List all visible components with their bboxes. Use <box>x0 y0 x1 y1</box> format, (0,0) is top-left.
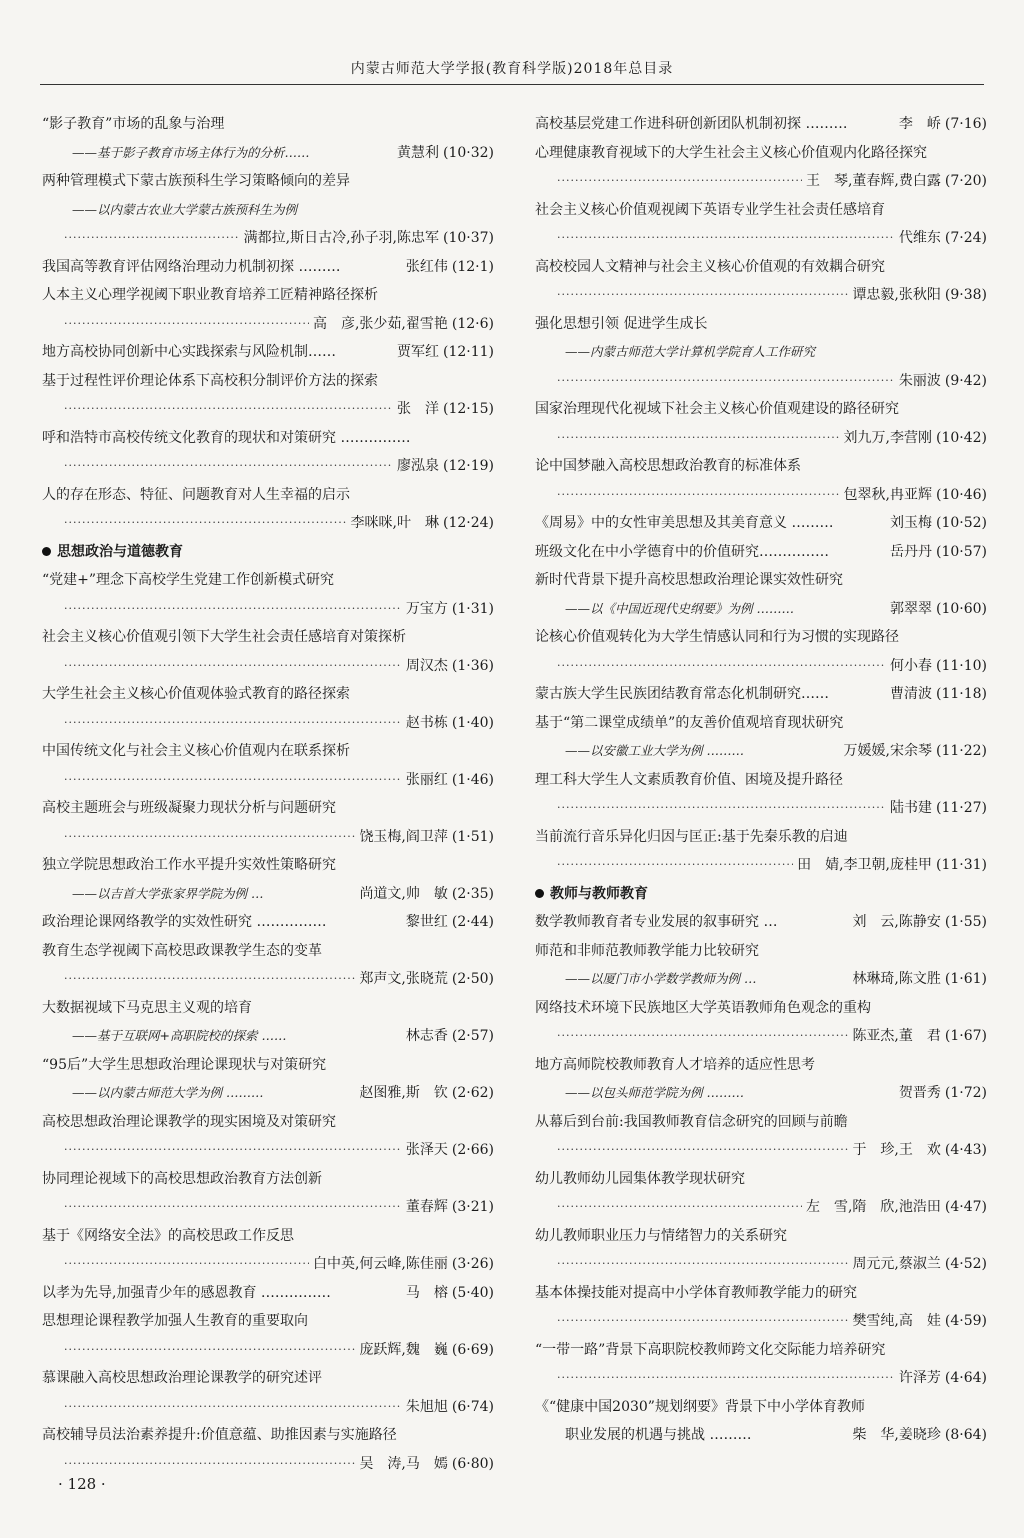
dot-leader <box>557 424 840 453</box>
dot-leader <box>64 1393 402 1422</box>
entry-issue-page: (4·64) <box>944 1370 987 1386</box>
entry-issue-page: (4·59) <box>944 1313 987 1329</box>
toc-entry <box>42 452 494 481</box>
entry-title: 大数据视域下马克思主义观的培育 <box>42 999 252 1016</box>
entry-issue-page: (11·10) <box>935 657 987 674</box>
section-heading <box>42 538 494 567</box>
entry-issue-page: (3·26) <box>451 1256 494 1272</box>
toc-entry <box>535 652 987 681</box>
dot-leader <box>557 652 886 681</box>
entry-author: 陆书建 <box>889 800 932 816</box>
toc-entry <box>535 680 987 709</box>
toc-entry <box>42 823 494 852</box>
entry-author: 万媛媛,宋余琴 <box>843 743 932 759</box>
entry-title: 以孝为先导,加强青少年的感恩教育 …………… <box>42 1284 331 1301</box>
entry-title: 从幕后到台前:我国教师教育信念研究的回顾与前瞻 <box>535 1113 848 1130</box>
toc-entry <box>42 1193 494 1222</box>
toc-entry <box>535 281 987 310</box>
entry-issue-page: (6·74) <box>451 1398 494 1415</box>
entry-title: 教育生态学视阈下高校思政课教学生态的变革 <box>42 942 322 959</box>
entry-title: 理工科大学生人文素质教育价值、困境及提升路径 <box>535 771 843 788</box>
toc-entry <box>535 452 987 481</box>
entry-author: 庞跃辉,魏 巍 <box>359 1341 448 1358</box>
entry-author: 林琳琦,陈文胜 <box>852 971 941 987</box>
toc-entry <box>535 908 987 937</box>
entry-title: 师范和非师范教师教学能力比较研究 <box>535 942 759 959</box>
entry-author: 张红伟 <box>405 258 448 275</box>
entry-issue-page: (1·31) <box>451 600 494 617</box>
toc-entry <box>42 1165 494 1194</box>
entry-issue-page: (2·50) <box>451 971 494 987</box>
dot-leader <box>64 965 355 994</box>
entry-issue-page: (10·46) <box>935 486 987 503</box>
toc-entry <box>535 1336 987 1365</box>
entry-author: 赵图雅,斯 钦 <box>359 1085 448 1101</box>
entry-author: 许泽芳 <box>898 1370 941 1386</box>
entry-issue-page: (11·18) <box>935 686 987 702</box>
entry-author: 左 雪,隋 欣,池浩田 <box>805 1199 941 1215</box>
toc-entry <box>535 110 987 139</box>
entry-title: 数学教师教育者专业发展的叙事研究 … <box>535 914 778 930</box>
entry-author: 田 婧,李卫朝,庞桂甲 <box>797 857 932 873</box>
toc-entry <box>535 367 987 396</box>
dot-leader <box>557 1022 848 1051</box>
entry-issue-page: (10·52) <box>935 515 987 531</box>
dot-leader <box>64 509 347 538</box>
entry-issue-page: (2·35) <box>451 885 494 902</box>
entry-author: 吴 涛,马 嫣 <box>359 1455 448 1472</box>
toc-entry <box>42 794 494 823</box>
dot-leader <box>64 595 402 624</box>
entry-issue-page: (2·62) <box>451 1085 494 1101</box>
toc-entry <box>535 1165 987 1194</box>
entry-title: 高校辅导员法治素养提升:价值意蕴、助推因素与实施路径 <box>42 1427 397 1443</box>
entry-author: 朱旭旭 <box>405 1398 448 1415</box>
entry-title: 高校思想政治理论课教学的现实困境及对策研究 <box>42 1113 336 1130</box>
entry-title: 社会主义核心价值观视阈下英语专业学生社会责任感培育 <box>535 201 885 218</box>
toc-entry <box>42 310 494 339</box>
entry-issue-page: (12·11) <box>442 344 494 360</box>
entry-issue-page: (2·66) <box>451 1142 494 1158</box>
entry-issue-page: (12·19) <box>442 458 494 474</box>
entry-author: 岳丹丹 <box>889 543 932 560</box>
toc-entry <box>535 509 987 538</box>
entry-title: 论核心价值观转化为大学生情感认同和行为习惯的实现路径 <box>535 629 899 645</box>
entry-issue-page: (9·42) <box>944 372 987 389</box>
toc-entry <box>42 1336 494 1365</box>
entry-author: 廖泓泉 <box>396 458 439 474</box>
entry-title: 幼儿教师幼儿园集体教学现状研究 <box>535 1170 745 1187</box>
entry-issue-page: (10·60) <box>935 600 987 617</box>
toc-entry <box>42 1364 494 1393</box>
entry-author: 贾军红 <box>396 344 439 360</box>
toc-entry <box>42 1393 494 1422</box>
entry-author: 王 琴,董春辉,费白露 <box>805 173 941 189</box>
toc-entry <box>42 1136 494 1165</box>
dot-leader <box>64 652 402 681</box>
entry-title: 蒙古族大学生民族团结教育常态化机制研究…… <box>535 686 829 702</box>
entry-title: 两种管理模式下蒙古族预科生学习策略倾向的差异 <box>42 173 350 189</box>
toc-entry <box>42 994 494 1023</box>
entry-title: “一带一路”背景下高职院校教师跨文化交际能力培养研究 <box>535 1341 886 1358</box>
entry-issue-page: (1·36) <box>451 657 494 674</box>
entry-issue-page: (4·52) <box>944 1256 987 1272</box>
toc-entry <box>535 994 987 1023</box>
entry-title: 基于《网络安全法》的高校思政工作反思 <box>42 1227 294 1244</box>
entry-title: 地方高师院校教师教育人才培养的适应性思考 <box>535 1056 815 1073</box>
toc-entry <box>535 1307 987 1336</box>
dot-leader <box>64 766 402 795</box>
entry-author: 张 洋 <box>396 401 439 417</box>
toc-entry <box>42 1108 494 1137</box>
toc-entry <box>42 623 494 652</box>
left-column <box>42 110 494 1478</box>
entry-subtitle: ——基于互联网+高职院校的探索 …… <box>72 1028 287 1043</box>
dot-leader <box>557 1136 848 1165</box>
entry-issue-page: (12·1) <box>451 258 494 275</box>
entry-title: 慕课融入高校思想政治理论课教学的研究述评 <box>42 1370 322 1386</box>
entry-title: 协同理论视域下的高校思想政治教育方法创新 <box>42 1170 322 1187</box>
entry-author: 代维东 <box>898 230 941 246</box>
entry-title: 高校基层党建工作进科研创新团队机制初探 ……… <box>535 116 848 132</box>
entry-author: 曹清波 <box>889 686 932 702</box>
entry-issue-page: (2·57) <box>451 1028 494 1044</box>
toc-entry <box>42 253 494 282</box>
page-number: · 128 · <box>58 1475 106 1493</box>
toc-entry <box>42 566 494 595</box>
toc-entry <box>535 424 987 453</box>
entry-title: 网络技术环境下民族地区大学英语教师角色观念的重构 <box>535 999 871 1016</box>
entry-issue-page: (3·21) <box>451 1199 494 1215</box>
toc-entry <box>42 680 494 709</box>
toc-entry <box>535 310 987 339</box>
entry-issue-page: (7·20) <box>944 173 987 189</box>
entry-title: 政治理论课网络教学的实效性研究 …………… <box>42 914 327 930</box>
entry-issue-page: (1·61) <box>944 971 987 987</box>
entry-title: 大学生社会主义核心价值观体验式教育的路径探索 <box>42 686 350 702</box>
dot-leader <box>557 367 895 396</box>
entry-title: 班级文化在中小学德育中的价值研究…………… <box>535 543 829 560</box>
toc-entry <box>535 167 987 196</box>
toc-entry <box>535 1108 987 1137</box>
toc-entry <box>535 1364 987 1393</box>
entry-title: 高校主题班会与班级凝聚力现状分析与问题研究 <box>42 800 336 816</box>
toc-entry <box>42 395 494 424</box>
entry-author: 张泽天 <box>405 1142 448 1158</box>
dot-leader <box>64 1136 402 1165</box>
toc-entry <box>42 338 494 367</box>
toc-entry <box>42 367 494 396</box>
toc-entry <box>535 1393 987 1422</box>
dot-leader <box>64 709 402 738</box>
entry-author: 刘玉梅 <box>889 515 932 531</box>
entry-issue-page: (6·69) <box>451 1341 494 1358</box>
entry-title: 人的存在形态、特征、问题教育对人生幸福的启示 <box>42 486 350 503</box>
entry-issue-page: (11·27) <box>935 800 987 816</box>
toc-entry <box>42 1307 494 1336</box>
toc-entry <box>42 196 494 225</box>
entry-author: 刘 云,陈静安 <box>852 914 941 930</box>
entry-subtitle: ——基于影子教育市场主体行为的分析…… <box>72 144 310 160</box>
entry-author: 朱丽波 <box>898 372 941 389</box>
entry-author: 周元元,蔡淑兰 <box>852 1256 941 1272</box>
toc-entry <box>535 965 987 994</box>
toc-entry <box>535 823 987 852</box>
toc-entry <box>42 1250 494 1279</box>
entry-title: 人本主义心理学视阈下职业教育培养工匠精神路径探析 <box>42 287 378 303</box>
dot-leader <box>64 224 240 253</box>
entry-title: 社会主义核心价值观引领下大学生社会责任感培育对策探析 <box>42 629 406 645</box>
toc-entry <box>535 395 987 424</box>
entry-author: 白中英,何云峰,陈佳丽 <box>312 1256 448 1272</box>
dot-leader <box>64 452 393 481</box>
entry-title: 我国高等教育评估网络治理动力机制初探 ……… <box>42 258 341 275</box>
toc-entry <box>535 139 987 168</box>
toc-entry <box>535 1222 987 1251</box>
section-title: 教师与教师教育 <box>550 885 648 902</box>
running-header: 内蒙古师范大学学报(教育科学版)2018年总目录 <box>40 58 984 85</box>
entry-issue-page: (9·38) <box>944 287 987 303</box>
dot-leader <box>557 1364 895 1393</box>
toc-entry <box>42 424 494 453</box>
toc-entry <box>42 1051 494 1080</box>
entry-issue-page: (10·42) <box>935 429 987 446</box>
toc-entry <box>535 1136 987 1165</box>
dot-leader <box>557 851 793 880</box>
entry-title: 国家治理现代化视域下社会主义核心价值观建设的路径研究 <box>535 401 899 417</box>
entry-title: 呼和浩特市高校传统文化教育的现状和对策研究 …………… <box>42 429 411 446</box>
dot-leader <box>557 1250 848 1279</box>
entry-title: 中国传统文化与社会主义核心价值观内在联系探析 <box>42 743 350 759</box>
entry-author: 李 峤 <box>898 116 941 132</box>
dot-leader <box>64 1336 355 1365</box>
toc-entry <box>42 509 494 538</box>
entry-author: 赵书栋 <box>405 714 448 731</box>
dot-leader <box>557 1193 802 1222</box>
entry-author: 郭翠翠 <box>889 600 932 617</box>
toc-entry <box>42 224 494 253</box>
toc-entry <box>535 566 987 595</box>
entry-author: 黎世红 <box>405 914 448 930</box>
entry-issue-page: (10·32) <box>442 144 494 161</box>
entry-title: 当前流行音乐异化归因与匡正:基于先秦乐教的启迪 <box>535 828 848 845</box>
toc-entry <box>535 196 987 225</box>
entry-title: 地方高校协同创新中心实践探索与风险机制…… <box>42 344 336 360</box>
dot-leader <box>557 794 886 823</box>
toc-entry <box>42 1222 494 1251</box>
entry-issue-page: (12·6) <box>451 315 494 332</box>
toc-entry <box>42 281 494 310</box>
toc-entry <box>535 338 987 367</box>
dot-leader <box>64 823 355 852</box>
entry-author: 万宝方 <box>405 600 448 617</box>
dot-leader <box>557 481 840 510</box>
entry-issue-page: (12·24) <box>442 515 494 531</box>
entry-author: 马 榕 <box>405 1284 448 1301</box>
entry-author: 刘九万,李营刚 <box>843 429 932 446</box>
entry-title: 论中国梦融入高校思想政治教育的标准体系 <box>535 458 801 474</box>
toc-entry <box>42 851 494 880</box>
entry-issue-page: (11·22) <box>935 743 987 759</box>
entry-author: 何小春 <box>889 657 932 674</box>
entry-issue-page: (5·40) <box>451 1284 494 1301</box>
toc-entry <box>535 1421 987 1450</box>
dot-leader <box>64 1450 355 1479</box>
entry-author: 董春辉 <box>405 1199 448 1215</box>
entry-issue-page: (4·43) <box>944 1142 987 1158</box>
toc-entry <box>535 1079 987 1108</box>
right-column <box>535 110 987 1450</box>
entry-author: 谭忠毅,张秋阳 <box>852 287 941 303</box>
entry-subtitle: ——以《中国近现代史纲要》为例 ……… <box>565 600 794 616</box>
entry-author: 饶玉梅,阎卫萍 <box>359 828 448 845</box>
entry-issue-page: (2·44) <box>451 914 494 930</box>
dot-leader <box>557 281 848 310</box>
toc-entry <box>535 623 987 652</box>
toc-entry <box>42 880 494 909</box>
toc-entry <box>42 481 494 510</box>
toc-entry <box>535 737 987 766</box>
entry-title-cont: 职业发展的机遇与挑战 ……… <box>565 1427 752 1443</box>
toc-entry <box>42 1022 494 1051</box>
entry-author: 黄慧利 <box>396 144 439 161</box>
section-heading <box>535 880 987 909</box>
entry-subtitle: ——以内蒙古农业大学蒙古族预科生为例 <box>72 201 298 217</box>
dot-leader <box>557 1307 848 1336</box>
entry-author: 李咪咪,叶 琳 <box>350 515 439 531</box>
entry-subtitle: ——以包头师范学院为例 ……… <box>565 1085 744 1100</box>
toc-entry <box>535 253 987 282</box>
entry-title: 高校校园人文精神与社会主义核心价值观的有效耦合研究 <box>535 258 885 275</box>
entry-issue-page: (10·57) <box>935 543 987 560</box>
toc-entry <box>535 1051 987 1080</box>
entry-author: 周汉杰 <box>405 657 448 674</box>
entry-author: 满都拉,斯日古冷,孙子羽,陈忠军 <box>243 230 439 246</box>
entry-subtitle: ——以厦门市小学数学教师为例 … <box>565 971 757 986</box>
toc-entry <box>42 595 494 624</box>
entry-issue-page: (11·31) <box>935 857 987 873</box>
bullet-icon <box>42 547 51 556</box>
entry-author: 于 珍,王 欢 <box>852 1142 941 1158</box>
entry-issue-page: (1·46) <box>451 771 494 788</box>
toc-entry <box>42 937 494 966</box>
toc-entry <box>42 766 494 795</box>
entry-title: 独立学院思想政治工作水平提升实效性策略研究 <box>42 857 336 873</box>
entry-author: 尚道文,帅 敏 <box>359 885 448 902</box>
entry-title: 《“健康中国2030”规划纲要》背景下中小学体育教师 <box>535 1398 865 1415</box>
entry-author: 林志香 <box>405 1028 448 1044</box>
entry-title: 强化思想引领 促进学生成长 <box>535 315 708 332</box>
entry-title: 思想理论课程教学加强人生教育的重要取向 <box>42 1313 308 1329</box>
entry-title: 幼儿教师职业压力与情绪智力的关系研究 <box>535 1227 787 1244</box>
dot-leader <box>557 224 895 253</box>
entry-issue-page: (7·16) <box>944 116 987 132</box>
entry-author: 柴 华,姜晓珍 <box>852 1427 941 1443</box>
entry-issue-page: (8·64) <box>944 1427 987 1443</box>
toc-entry <box>535 595 987 624</box>
entry-author: 郑声文,张晓荒 <box>359 971 448 987</box>
toc-entry <box>535 1279 987 1308</box>
toc-entry <box>535 709 987 738</box>
dot-leader <box>64 310 309 339</box>
entry-issue-page: (1·72) <box>944 1085 987 1101</box>
entry-author: 包翠秋,冉亚辉 <box>843 486 932 503</box>
toc-entry <box>535 766 987 795</box>
toc-entry <box>42 139 494 168</box>
entry-issue-page: (7·24) <box>944 230 987 246</box>
entry-issue-page: (1·55) <box>944 914 987 930</box>
toc-entry <box>42 1279 494 1308</box>
toc-entry <box>42 1421 494 1450</box>
section-title: 思想政治与道德教育 <box>57 543 183 560</box>
entry-author: 张丽红 <box>405 771 448 788</box>
entry-subtitle: ——以内蒙古师范大学为例 ……… <box>72 1085 264 1100</box>
toc-entry <box>42 652 494 681</box>
entry-author: 高 彦,张少茹,翟雪艳 <box>312 315 448 332</box>
entry-issue-page: (6·80) <box>451 1455 494 1472</box>
entry-title: “党建+”理念下高校学生党建工作创新模式研究 <box>42 572 335 588</box>
dot-leader <box>557 167 802 196</box>
toc-entry <box>535 851 987 880</box>
toc-entry <box>42 1450 494 1479</box>
toc-entry <box>42 965 494 994</box>
toc-entry <box>42 1079 494 1108</box>
toc-entry <box>535 1250 987 1279</box>
entry-issue-page: (1·40) <box>451 714 494 731</box>
toc-entry <box>535 538 987 567</box>
entry-issue-page: (10·37) <box>442 230 494 246</box>
entry-subtitle: ——内蒙古师范大学计算机学院育人工作研究 <box>565 344 816 359</box>
entry-author: 樊雪纯,高 娃 <box>852 1313 941 1329</box>
entry-title: 基本体操技能对提高中小学体育教师教学能力的研究 <box>535 1284 857 1301</box>
entry-author: 陈亚杰,董 君 <box>852 1028 941 1044</box>
entry-title: “95后”大学生思想政治理论课现状与对策研究 <box>42 1056 327 1073</box>
toc-entry <box>535 481 987 510</box>
entry-issue-page: (1·51) <box>451 828 494 845</box>
dot-leader <box>64 1250 309 1279</box>
entry-subtitle: ——以安徽工业大学为例 ……… <box>565 743 744 758</box>
entry-title: 《周易》中的女性审美思想及其美育意义 ……… <box>535 515 834 531</box>
toc-entry <box>535 1022 987 1051</box>
entry-subtitle: ——以吉首大学张家界学院为例 … <box>72 885 264 901</box>
toc-entry <box>42 167 494 196</box>
toc-entry <box>42 908 494 937</box>
entry-title: 新时代背景下提升高校思想政治理论课实效性研究 <box>535 572 843 588</box>
toc-entry <box>42 737 494 766</box>
toc-entry <box>42 709 494 738</box>
dot-leader <box>64 1193 402 1222</box>
bullet-icon <box>535 889 544 898</box>
toc-entry <box>42 110 494 139</box>
dot-leader <box>64 395 393 424</box>
toc-entry <box>535 794 987 823</box>
toc-entry <box>535 224 987 253</box>
entry-issue-page: (4·47) <box>944 1199 987 1215</box>
entry-title: 基于过程性评价理论体系下高校积分制评价方法的探索 <box>42 372 378 389</box>
entry-title: 心理健康教育视域下的大学生社会主义核心价值观内化路径探究 <box>535 144 927 161</box>
toc-entry <box>535 1193 987 1222</box>
entry-title: 基于“第二课堂成绩单”的友善价值观培育现状研究 <box>535 714 844 731</box>
entry-issue-page: (1·67) <box>944 1028 987 1044</box>
entry-issue-page: (12·15) <box>442 401 494 417</box>
toc-entry <box>535 937 987 966</box>
entry-title: “影子教育”市场的乱象与治理 <box>42 116 225 132</box>
entry-author: 贺晋秀 <box>898 1085 941 1101</box>
